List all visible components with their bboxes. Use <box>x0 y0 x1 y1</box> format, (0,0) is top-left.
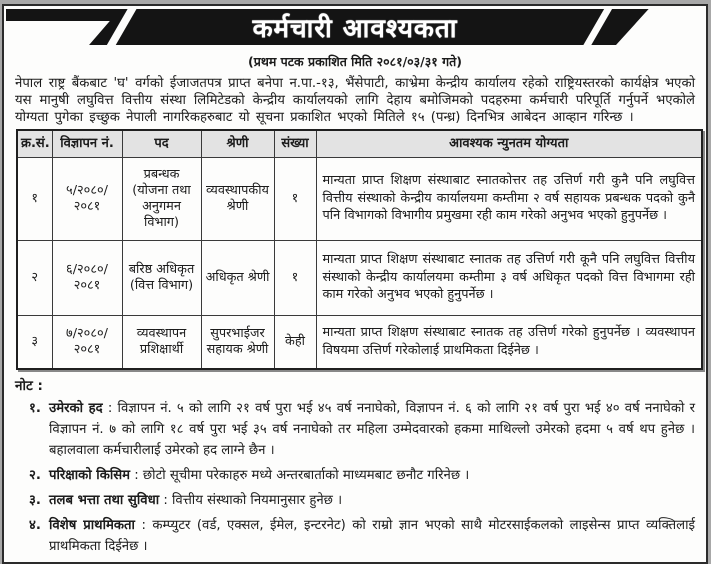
vacancy-table <box>16 129 703 370</box>
notes-section <box>15 376 695 557</box>
note-title: विशेष प्राथमिकता <box>49 518 135 533</box>
cell-grade: व्यवस्थापकीय श्रेणी <box>201 157 274 240</box>
table-row <box>17 315 702 369</box>
table-row <box>17 157 702 240</box>
table-row <box>17 240 702 315</box>
note-title: तलब भत्ता तथा सुविधा <box>49 493 160 508</box>
cell-post: बरिष्ठ अधिकृत (वित्त विभाग) <box>122 240 201 315</box>
col-header-sn: क्र.सं. <box>17 130 52 157</box>
cell-sn: ३ <box>17 315 52 369</box>
note-number: १. <box>29 401 41 416</box>
cell-qualification: मान्यता प्राप्त शिक्षण संस्थाबाट स्नातकोत्तर तह उत्तिर्ण गरी कुनै पनि लघुवित्त वित्तीय संस्थाको केन्द्रीय कार्यालयमा कम्तीमा २ वर्ष सहायक प्रबन्धक पदको कुनै पनि विभागको विभागीय प्रमुखमा रही काम गरेको अनुभव भएको हुनुपर्नेछ । <box>316 157 702 240</box>
cell-sn: २ <box>17 240 52 315</box>
cell-count: १ <box>274 240 316 315</box>
table-header-row <box>17 130 702 157</box>
intro-paragraph: नेपाल राष्ट्र बैंकबाट 'घ' वर्गको ईजाजतपत्र प्राप्त बनेपा न.पा.-१३, भैंसेपाटी, काभ्रेमा केन्द्रीय कार्यालय रहेको राष्ट्रियस्तरको कार्यक्षेत्र भएको यस मानुषी लघुवित्त वित्तीय संस्था लिमिटेडको केन्द्रीय कार्यालयको लागि देहाय बमोजिमको पदहरुमा कर्मचारी परिपूर्ति गर्नुपर्ने भएकोले योग्यता पुगेका इच्छुक नेपाली नागरिकहरुबाट यो सूचना प्रकाशित भएको मितिले १५ (पन्ध्र) दिनभित्र आबेदन आव्हान गरिन्छ । <box>15 76 695 125</box>
cell-ad-no: ७/२०८०/ २०८१ <box>52 315 122 369</box>
cell-qualification: मान्यता प्राप्त शिक्षण संस्थाबाट स्नातक तह उत्तिर्ण गरेको हुनुपर्नेछ । व्यवस्थापन विषयमा उत्तिर्ण गरेकोलाई प्राथमिकता दिईनेछ । <box>316 315 702 369</box>
note-item-exam-type <box>15 465 695 486</box>
col-header-post: पद <box>122 130 201 157</box>
note-text: : कम्प्युटर (वर्ड, एक्सल, ईमेल, इन्टरनेट) को राम्रो ज्ञान भएको साथै मोटरसाईकलको लाइसेन्स प्राप्त व्यक्तिलाई प्राथमिकता दिईनेछ । <box>49 518 695 554</box>
col-header-count: संख्या <box>274 130 316 157</box>
note-number: ४. <box>29 518 41 533</box>
cell-sn: १ <box>17 157 52 240</box>
note-text: : वित्तीय संस्थाको नियमानुसार हुनेछ । <box>163 493 343 508</box>
note-item-salary-benefits <box>15 490 695 511</box>
cell-ad-no: ६/२०८०/ २०८१ <box>52 240 122 315</box>
col-header-ad-no: विज्ञापन नं. <box>52 130 122 157</box>
note-item-special-priority <box>15 515 695 557</box>
note-text: : विज्ञापन नं. ५ को लागि २१ वर्ष पुरा भई ४५ वर्ष ननाघेको, विज्ञापन नं. ६ को लागि २१ वर्ष पुरा भई ४० वर्ष ननाघेको र विज्ञापन नं. ७ को लागि १८ वर्ष पुरा भई ३५ वर्ष ननाघेको तर महिला उम्मेदवारको हकमा माथिल्लो उमेरको हदमा ५ वर्ष थप हुनेछ । बहालवाला कर्मचारीलाई उमेरको हद लाग्ने छैन । <box>49 401 695 458</box>
cell-post: व्यवस्थापन प्रशिक्षार्थी <box>122 315 201 369</box>
notes-label: नोट : <box>15 378 43 394</box>
page-title: कर्मचारी आवश्यकता <box>252 13 458 44</box>
cell-grade: सुपरभाईजर सहायक श्रेणी <box>201 315 274 369</box>
banner <box>6 7 704 47</box>
note-text: : छोटो सूचीमा परेकाहरु मध्ये अन्तरबार्ताको माध्यमबाट छनौट गरिनेछ । <box>134 468 470 483</box>
note-number: २. <box>29 468 41 483</box>
cell-count: केही <box>274 315 316 369</box>
cell-qualification: मान्यता प्राप्त शिक्षण संस्थाबाट स्नातक तह उत्तिर्ण गरी कूनै पनि लघुवित्त वित्तीय संस्थाको केन्द्रीय कार्यालयमा कम्तीमा ३ वर्ष अधिकृत पदको वित्त विभागमा रही काम गरेको अनुभव भएको हुनुपर्नेछ । <box>316 240 702 315</box>
col-header-grade: श्रेणी <box>201 130 274 157</box>
cell-ad-no: ५/२०८०/ २०८१ <box>52 157 122 240</box>
cell-post: प्रबन्धक (योजना तथा अनुगमन विभाग) <box>122 157 201 240</box>
cell-count: १ <box>274 157 316 240</box>
cell-grade: अधिकृत श्रेणी <box>201 240 274 315</box>
note-title: परिक्षाको किसिम <box>49 468 131 483</box>
note-number: ३. <box>29 493 41 508</box>
note-item-age-limit <box>15 398 695 461</box>
col-header-qualification: आवश्यक न्युनतम योग्यता <box>316 130 702 157</box>
published-date-line: (प्रथम पटक प्रकाशित मिति २०८१/०३/३१ गते) <box>248 54 462 69</box>
note-title: उमेरको हद <box>49 401 103 416</box>
notice-sheet <box>2 4 708 564</box>
